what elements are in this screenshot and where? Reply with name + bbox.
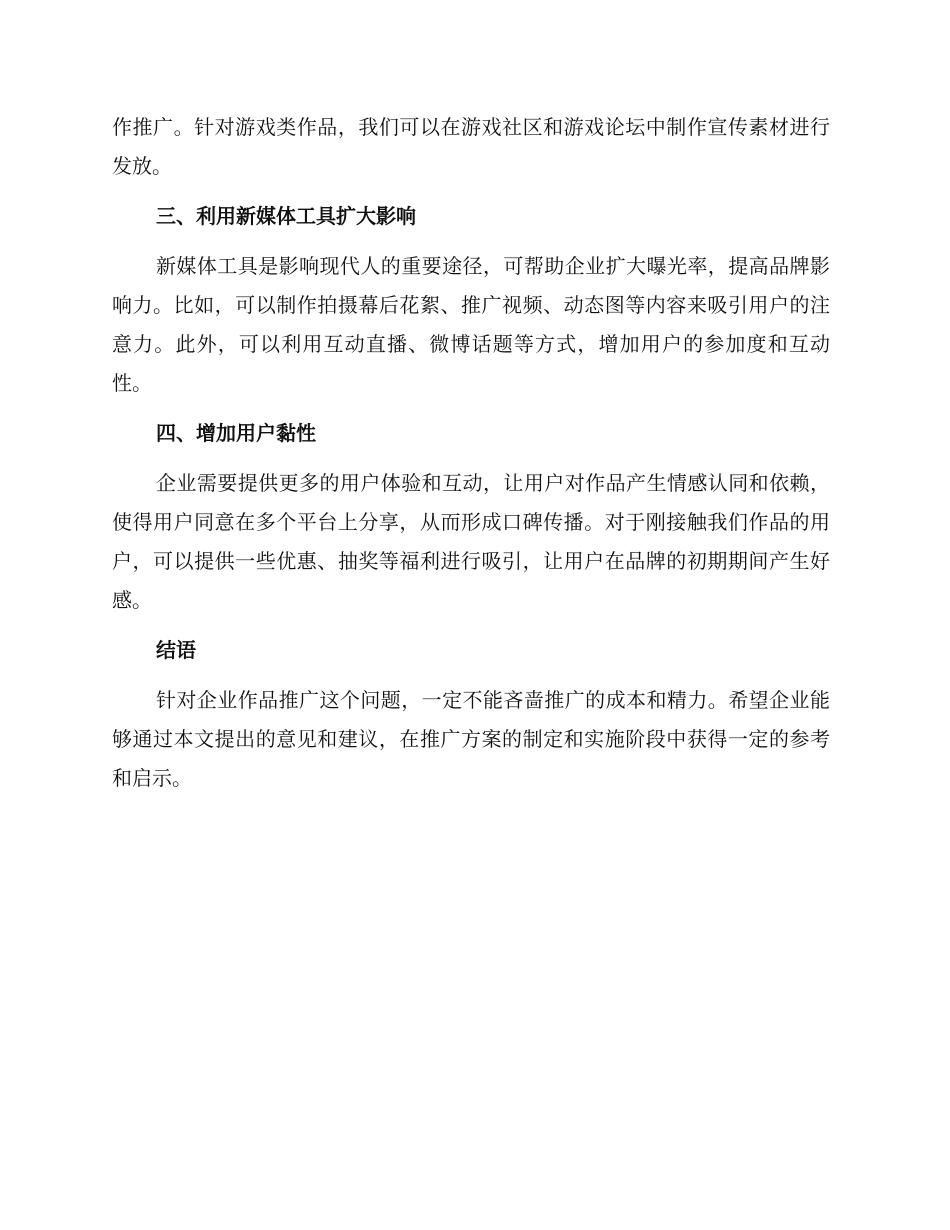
conclusion-paragraph: 针对企业作品推广这个问题，一定不能吝啬推广的成本和精力。希望企业能够通过本文提出的意见和建议，在推广方案的制定和实施阶段中获得一定的参考和启示。 [112, 688, 830, 790]
document-page [112, 108, 830, 809]
section-4-paragraph: 企业需要提供更多的用户体验和互动，让用户对作品产生情感认同和依赖，使得用户同意在多个平台上分享，从而形成口碑传播。对于刚接触我们作品的用户，可以提供一些优惠、抽奖等福利进行吸引，让用户在品牌的初期期间产生好感。 [112, 471, 830, 612]
conclusion-heading: 结语 [156, 638, 196, 662]
section-3-paragraph: 新媒体工具是影响现代人的重要途径，可帮助企业扩大曝光率，提高品牌影响力。比如，可以制作拍摄幕后花絮、推广视频、动态图等内容来吸引用户的注意力。此外，可以利用互动直播、微博话题等方式，增加用户的参加度和互动性。 [112, 254, 830, 395]
section-4-heading: 四、增加用户黏性 [156, 421, 316, 445]
section-3-heading: 三、利用新媒体工具扩大影响 [156, 204, 416, 228]
intro-continuation-paragraph: 作推广。针对游戏类作品，我们可以在游戏社区和游戏论坛中制作宣传素材进行发放。 [112, 115, 830, 178]
